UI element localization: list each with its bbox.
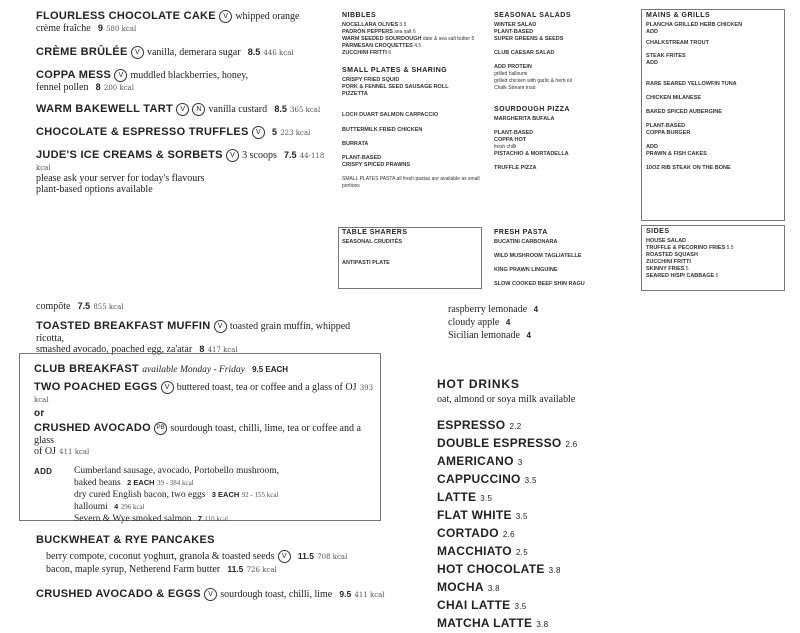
dessert-desc3: plant-based options available [36, 184, 153, 195]
item-desc2: of OJ [34, 446, 56, 457]
dessert-kcal: 365 kcal [290, 106, 321, 114]
menu-item: WINTER SALAD [494, 22, 537, 28]
section-heading: SEASONAL SALADS [494, 12, 571, 19]
item-name: CRUSHED AVOCADO [34, 422, 151, 434]
menu-item: ADD [646, 29, 658, 35]
plant-based-icon: PB [154, 422, 167, 435]
menu-item: ADD PROTEIN [494, 64, 532, 70]
dessert-menu [36, 10, 336, 195]
sharers-section [342, 229, 476, 267]
dessert-desc2: fennel pollen [36, 82, 89, 93]
vegetarian-icon: V [219, 10, 232, 23]
sides-section [646, 228, 780, 280]
menu-item: COPPA BURGER [646, 130, 691, 136]
menu-item: HOUSE SALAD [646, 238, 687, 244]
menu-item: SKINNY FRIES 5 [646, 266, 689, 272]
juice-item: cloudy apple 4 [448, 317, 511, 328]
drink-item: CAPPUCCINO 3.5 [437, 472, 537, 486]
menu-item: COPPA HOT [494, 137, 527, 143]
menu-item: PLANT-BASED [646, 123, 686, 129]
menu-item: Chalk Stream trout [494, 85, 536, 91]
juice-item: Sicilian lemonade 4 [448, 330, 531, 341]
vegetarian-icon: V [278, 550, 291, 563]
menu-item: ROASTED SQUASH [646, 252, 698, 258]
compote-line [36, 301, 124, 312]
dessert-price: 8.5 [247, 47, 261, 57]
dessert-desc: vanilla, demerara sugar [146, 47, 241, 58]
dessert-item [36, 10, 336, 34]
menu-item: PLANT-BASED [494, 130, 534, 136]
section-heading: HOT DRINKS [437, 377, 520, 391]
dessert-kcal: 580 kcal [106, 25, 137, 33]
section-heading: SMALL PLATES & SHARING [342, 67, 448, 74]
item-desc: sourdough toast, chilli, lime, tea or coffee and a glass [34, 423, 361, 446]
drink-item: MACCHIATO 2.5 [437, 544, 528, 558]
menu-item: PIZZETTA [342, 91, 368, 97]
pasta-section [494, 229, 634, 288]
add-option: Cumberland sausage, avocado, Portobello mushroom, [74, 466, 280, 476]
menu-item: grilled halloumi [494, 71, 528, 77]
kcal: 855 kcal [93, 303, 124, 311]
vegetarian-icon: V [114, 69, 127, 82]
menu-item: PORK & FENNEL SEED SAUSAGE ROLL [342, 84, 449, 90]
dessert-kcal: 446 kcal [263, 49, 294, 57]
menu-item: STEAK FRITES [646, 53, 686, 59]
menu-item: PARMESAN CROQUETTES 4.5 [342, 43, 422, 49]
drink-item: MATCHA LATTE 3.8 [437, 616, 549, 630]
menu-item: ZUCCHINI FRITTI 6 [342, 50, 392, 56]
dessert-desc2: crème fraîche [36, 23, 91, 34]
vegetarian-icon: V [252, 126, 265, 139]
vegetarian-icon: V [176, 103, 189, 116]
juice-item: raspberry lemonade 4 [448, 304, 539, 315]
menu-item: PRAWN & FISH CAKES [646, 151, 707, 157]
menu-item: CHALKSTREAM TROUT [646, 40, 709, 46]
menu-item: PLANCHA GRILLED HERB CHICKEN [646, 22, 743, 28]
menu-item: RARE SEARED YELLOWFIN TUNA [646, 81, 737, 87]
drink-item: FLAT WHITE 3.5 [437, 508, 528, 522]
item-desc: toasted grain muffin, whipped ricotta, [36, 321, 351, 344]
pancakes-option: berry compote, coconut yoghurt, granola & toasted seeds V 11.5 708 kcal [46, 551, 348, 562]
dessert-desc2: please ask your server for today's flavours [36, 173, 205, 184]
dessert-price: 8.5 [274, 104, 287, 114]
dessert-item [36, 46, 336, 59]
dessert-desc: compôte [36, 301, 71, 312]
dessert-desc: 3 scoops [242, 150, 277, 161]
kcal: 417 kcal [207, 346, 238, 354]
add-option: baked beans 2 EACH 39 - 384 kcal [74, 478, 194, 488]
drink-item: CHAI LATTE 3.5 [437, 598, 527, 612]
drink-item: HOT CHOCOLATE 3.8 [437, 562, 561, 576]
mains-section [646, 12, 780, 172]
section-heading: NIBBLES [342, 12, 377, 19]
price: 7.5 [77, 301, 91, 311]
menu-item: CRISPY SPICED PRAWNS [342, 162, 411, 168]
drink-item: LATTE 3.5 [437, 490, 493, 504]
or-divider: or [34, 408, 45, 419]
club-item [34, 381, 374, 405]
milk-note: oat, almond or soya milk available [437, 394, 576, 405]
menu-item: CLUB CAESAR SALAD [494, 50, 555, 56]
salads-section [494, 12, 634, 172]
menu-item: CRISPY FRIED SQUID [342, 77, 400, 83]
menu-item: BURRATA [342, 141, 369, 147]
section-heading: FRESH PASTA [494, 229, 548, 236]
section-heading: MAINS & GRILLS [646, 12, 711, 19]
club-add [34, 465, 374, 525]
menu-item: WILD MUSHROOM TAGLIATELLE [494, 253, 582, 259]
juices-list [448, 303, 538, 342]
dessert-price: 7.5 [284, 150, 297, 160]
drink-item: AMERICANO 3 [437, 454, 523, 468]
dessert-kcal: 44-118 kcal [36, 152, 325, 172]
club-breakfast [34, 363, 374, 525]
item-name: TWO POACHED EGGS [34, 381, 158, 393]
vegetarian-icon: V [214, 320, 227, 333]
club-item [34, 422, 374, 457]
dessert-desc: whipped orange [235, 11, 300, 22]
menu-item: KING PRAWN LINGUINE [494, 267, 558, 273]
kcal: 411 kcal [59, 448, 90, 456]
club-availability: available Monday - Friday [142, 365, 245, 375]
pancakes-option: bacon, maple syrup, Netherend Farm butter 11.5 726 kcal [46, 564, 277, 575]
vegetarian-icon: V [226, 149, 239, 162]
menu-item: PLANT-BASED [494, 29, 534, 35]
muffin-item [36, 320, 376, 355]
menu-item: ANTIPASTI PLATE [342, 260, 390, 266]
dessert-price: 8 [95, 82, 101, 92]
dessert-desc: vanilla custard [208, 104, 268, 115]
dessert-name: CRÈME BRÛLÉE [36, 46, 128, 58]
kcal: 393 kcal [34, 384, 374, 404]
menu-item: LOCH DUART SALMON CARPACCIO [342, 112, 439, 118]
section-heading: SIDES [646, 228, 670, 235]
menu-item: 10OZ RIB STEAK ON THE BONE [646, 165, 731, 171]
item-name: CRUSHED AVOCADO & EGGS [36, 588, 201, 600]
drink-item: MOCHA 3.8 [437, 580, 500, 594]
menu-item: WARM SEEDED SOURDOUGH date & sea salt butter 5 [342, 36, 475, 42]
dessert-item [36, 149, 336, 195]
menu-item: BUCATINI CARBONARA [494, 239, 558, 245]
menu-item: PISTACHIO & MORTADELLA [494, 151, 569, 157]
drink-item: CORTADO 2.6 [437, 526, 515, 540]
menu-item: SEASONAL CRUDITÉS [342, 239, 403, 245]
dessert-item [36, 103, 336, 116]
dessert-name: COPPA MESS [36, 69, 112, 81]
menu-item: ADD [646, 60, 658, 66]
menu-item: TRUFFLE & PECORINO FRIES 5.5 [646, 245, 734, 251]
item-name: TOASTED BREAKFAST MUFFIN [36, 320, 211, 332]
menu-item: ADD [646, 144, 658, 150]
menu-item: NOCELLARA OLIVES 3.5 [342, 22, 407, 28]
vegetarian-icon: V [204, 588, 217, 601]
dessert-name: CHOCOLATE & ESPRESSO TRUFFLES [36, 126, 249, 138]
menu-item: PLANT-BASED [342, 155, 382, 161]
drink-item: ESPRESSO 2.2 [437, 418, 522, 432]
dessert-kcal: 223 kcal [280, 129, 311, 137]
menu-item: TRUFFLE PIZZA [494, 165, 537, 171]
nibbles-section [342, 12, 482, 190]
dessert-price: 9 [97, 23, 103, 33]
dessert-name: FLOURLESS CHOCOLATE CAKE [36, 10, 216, 22]
menu-item: ZUCCHINI FRITTI [646, 259, 691, 265]
add-option: Severn & Wye smoked salmon 7 110 kcal [74, 514, 229, 524]
kcal: 411 kcal [354, 591, 385, 599]
dessert-item [36, 126, 336, 139]
menu-item: fresh chilli [494, 144, 517, 150]
menu-item: PADRÓN PEPPERS sea salt 6 [342, 29, 416, 35]
vegetarian-icon: V [131, 46, 144, 59]
menu-item: BAKED SPICED AUBERGINE [646, 109, 722, 115]
dessert-kcal: 200 kcal [103, 84, 135, 92]
dessert-desc: muddled blackberries, honey, [130, 70, 249, 81]
dessert-name: WARM BAKEWELL TART [36, 103, 173, 115]
item-desc2: smashed avocado, poached egg, za'atar [36, 344, 193, 355]
menu-item: SLOW COOKED BEEF SHIN RAGU [494, 281, 585, 287]
price: 8 [199, 344, 205, 354]
menu-item: SUPER GREENS & SEEDS [494, 36, 564, 42]
pancakes-item [36, 534, 396, 575]
vegetarian-icon: V [161, 381, 174, 394]
menu-item: BUTTERMILK FRIED CHICKEN [342, 127, 423, 133]
crushed-avocado-item [36, 588, 396, 601]
drink-item: DOUBLE ESPRESSO 2.6 [437, 436, 578, 450]
menu-item: grilled chicken with garlic & herb oil [494, 78, 572, 84]
price: 9.5 [339, 589, 352, 599]
add-option: dry cured English bacon, two eggs 3 EACH 92 - 155 kcal [74, 490, 279, 500]
item-desc: sourdough toast, chilli, lime [220, 589, 333, 600]
nuts-icon: N [192, 103, 205, 116]
club-title-row [34, 363, 374, 375]
menu-item: MARGHERITA BUFALA [494, 116, 555, 122]
item-name: BUCKWHEAT & RYE PANCAKES [36, 534, 215, 546]
club-price: 9.5 EACH [252, 365, 289, 374]
item-desc: buttered toast, tea or coffee and a glass of OJ [176, 382, 357, 393]
menu-item: SEARED HISPI CABBAGE 5 [646, 273, 719, 279]
section-heading: TABLE SHARERS [342, 229, 408, 236]
club-title: CLUB BREAKFAST [34, 363, 140, 375]
hot-drinks [437, 377, 757, 633]
dessert-price: 5 [272, 127, 278, 137]
dessert-item [36, 69, 336, 93]
dessert-name: JUDE'S ICE CREAMS & SORBETS [36, 149, 223, 161]
menu-item: CHICKEN MILANESE [646, 95, 702, 101]
menu-note: SMALL PLATES PASTA all fresh pastas are available as small portions [342, 176, 480, 189]
section-heading: SOURDOUGH PIZZA [494, 106, 570, 113]
add-option: halloumi 4 296 kcal [74, 502, 145, 512]
add-label: ADD [34, 467, 53, 476]
